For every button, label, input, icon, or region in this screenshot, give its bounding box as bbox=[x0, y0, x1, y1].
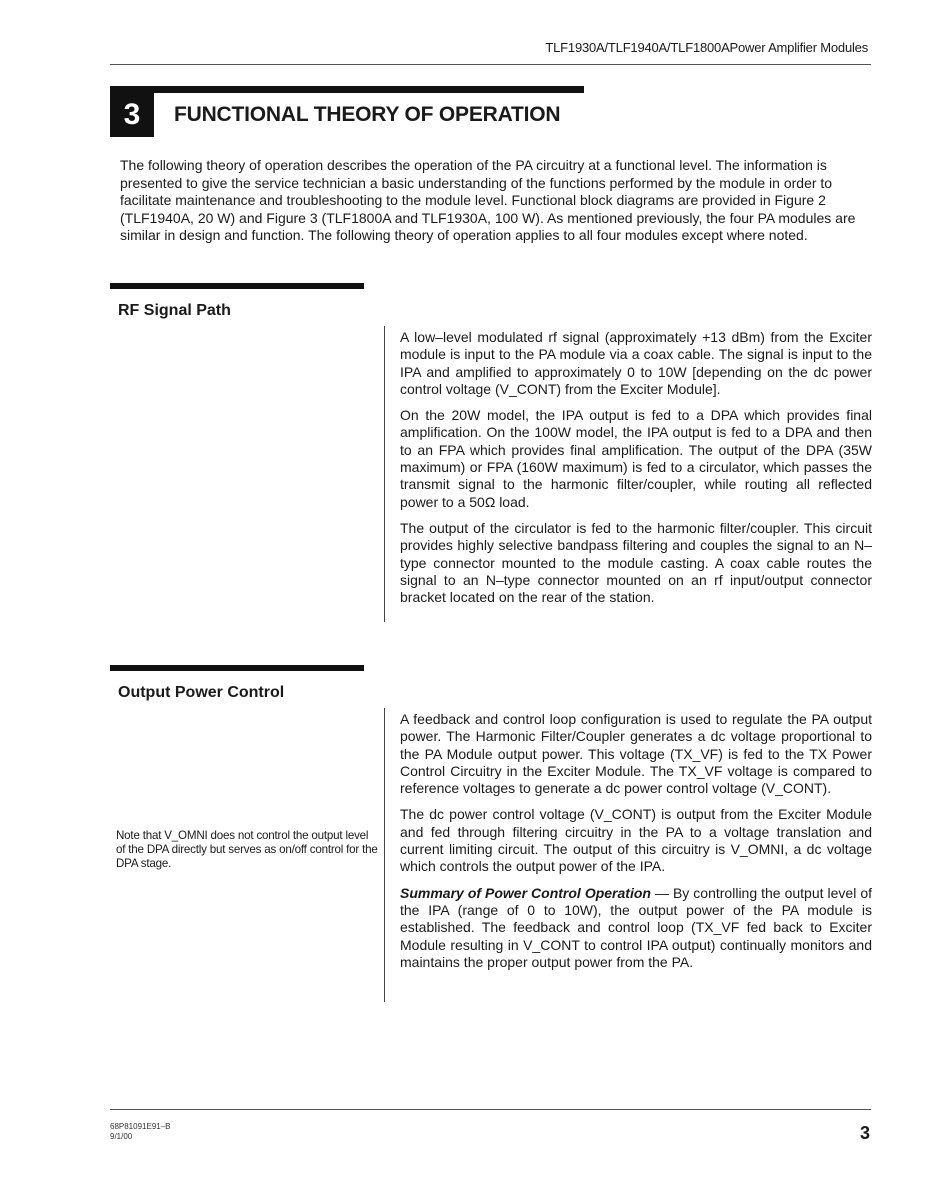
chapter-bar bbox=[110, 86, 584, 93]
rf-paragraph-2: On the 20W model, the IPA output is fed to a DPA which provides final amplification. On the 100W model, the IPA output is fed to a DPA and then to an FPA which provides final amplification. The output of the DPA (35W maximum) or FPA (160W maximum) is fed to a circulator, which passes the transmit signal to the harmonic filter/coupler, while routing all reflected power to a 50Ω load. bbox=[400, 407, 872, 510]
rf-section-body bbox=[400, 329, 872, 615]
power-summary-paragraph bbox=[400, 885, 872, 971]
summary-lead: Summary of Power Control Operation bbox=[400, 884, 651, 901]
side-note: Note that V_OMNI does not control the output level of the DPA directly but serves as on/off control for the DPA stage. bbox=[116, 829, 378, 870]
rf-section-title: RF Signal Path bbox=[118, 302, 231, 319]
power-section-bar bbox=[110, 665, 364, 671]
doc-number: 68P81091E91–B bbox=[110, 1122, 171, 1131]
footer-code bbox=[110, 1122, 171, 1142]
header-rule bbox=[110, 64, 871, 65]
chapter-number: 3 bbox=[110, 93, 154, 137]
intro-paragraph: The following theory of operation describes the operation of the PA circuitry at a functional level. The information is presented to give the service technician a basic understanding of the functions performed by the module in order to facilitate maintenance and troubleshooting to the module level. Functional block diagrams are provided in Figure 2 (TLF1940A, 20 W) and Figure 3 (TLF1800A and TLF1930A, 100 W). As mentioned previously, the four PA modules are similar in design and function. The following theory of operation applies to all four modules except where noted. bbox=[120, 157, 856, 244]
page-number: 3 bbox=[859, 1123, 870, 1143]
footer-rule bbox=[110, 1109, 871, 1110]
power-section-body bbox=[400, 711, 872, 980]
running-header: TLF1930A/TLF1940A/TLF1800APower Amplifier Modules bbox=[545, 40, 868, 55]
summary-text: — By controlling the output level of the IPA (range of 0 to 10W), the output power of the PA module is established. The feedback and control loop (TX_VF fed back to Exciter Module resulting in V_CONT to control IPA output) continually monitors and maintains the proper output power from the PA. bbox=[400, 884, 873, 970]
rf-paragraph-3: The output of the circulator is fed to the harmonic filter/coupler. This circuit provides highly selective bandpass filtering and couples the signal to an N–type connector mounted to the module casting. A coax cable routes the signal to an N–type connector mounted on an rf input/output connector bracket located on the rear of the station. bbox=[400, 519, 872, 606]
rf-section-bar bbox=[110, 283, 364, 289]
power-paragraph-2: The dc power control voltage (V_CONT) is output from the Exciter Module and fed through filtering circuitry in the PA to a voltage translation and current limiting circuit. The output of this circuitry is V_OMNI, a dc voltage which controls the output power of the IPA. bbox=[400, 806, 872, 875]
power-section-title: Output Power Control bbox=[118, 684, 285, 701]
power-paragraph-1: A feedback and control loop configuration is used to regulate the PA output power. The Harmonic Filter/Coupler generates a dc voltage proportional to the PA Module output power. This voltage (TX_VF) is fed to the TX Power Control Circuitry in the Exciter Module. The TX_VF voltage is compared to reference voltages to generate a dc power control voltage (V_CONT). bbox=[400, 711, 872, 797]
power-section-rule bbox=[384, 708, 385, 1002]
doc-date: 9/1/00 bbox=[110, 1132, 133, 1141]
chapter-title: FUNCTIONAL THEORY OF OPERATION bbox=[174, 103, 561, 126]
rf-section-rule bbox=[384, 326, 385, 622]
rf-paragraph-1: A low–level modulated rf signal (approximately +13 dBm) from the Exciter module is input to the PA module via a coax cable. The signal is input to the IPA and amplified to approximately 0 to 10W [depending on the dc power control voltage (V_CONT) from the Exciter Module]. bbox=[400, 329, 872, 397]
